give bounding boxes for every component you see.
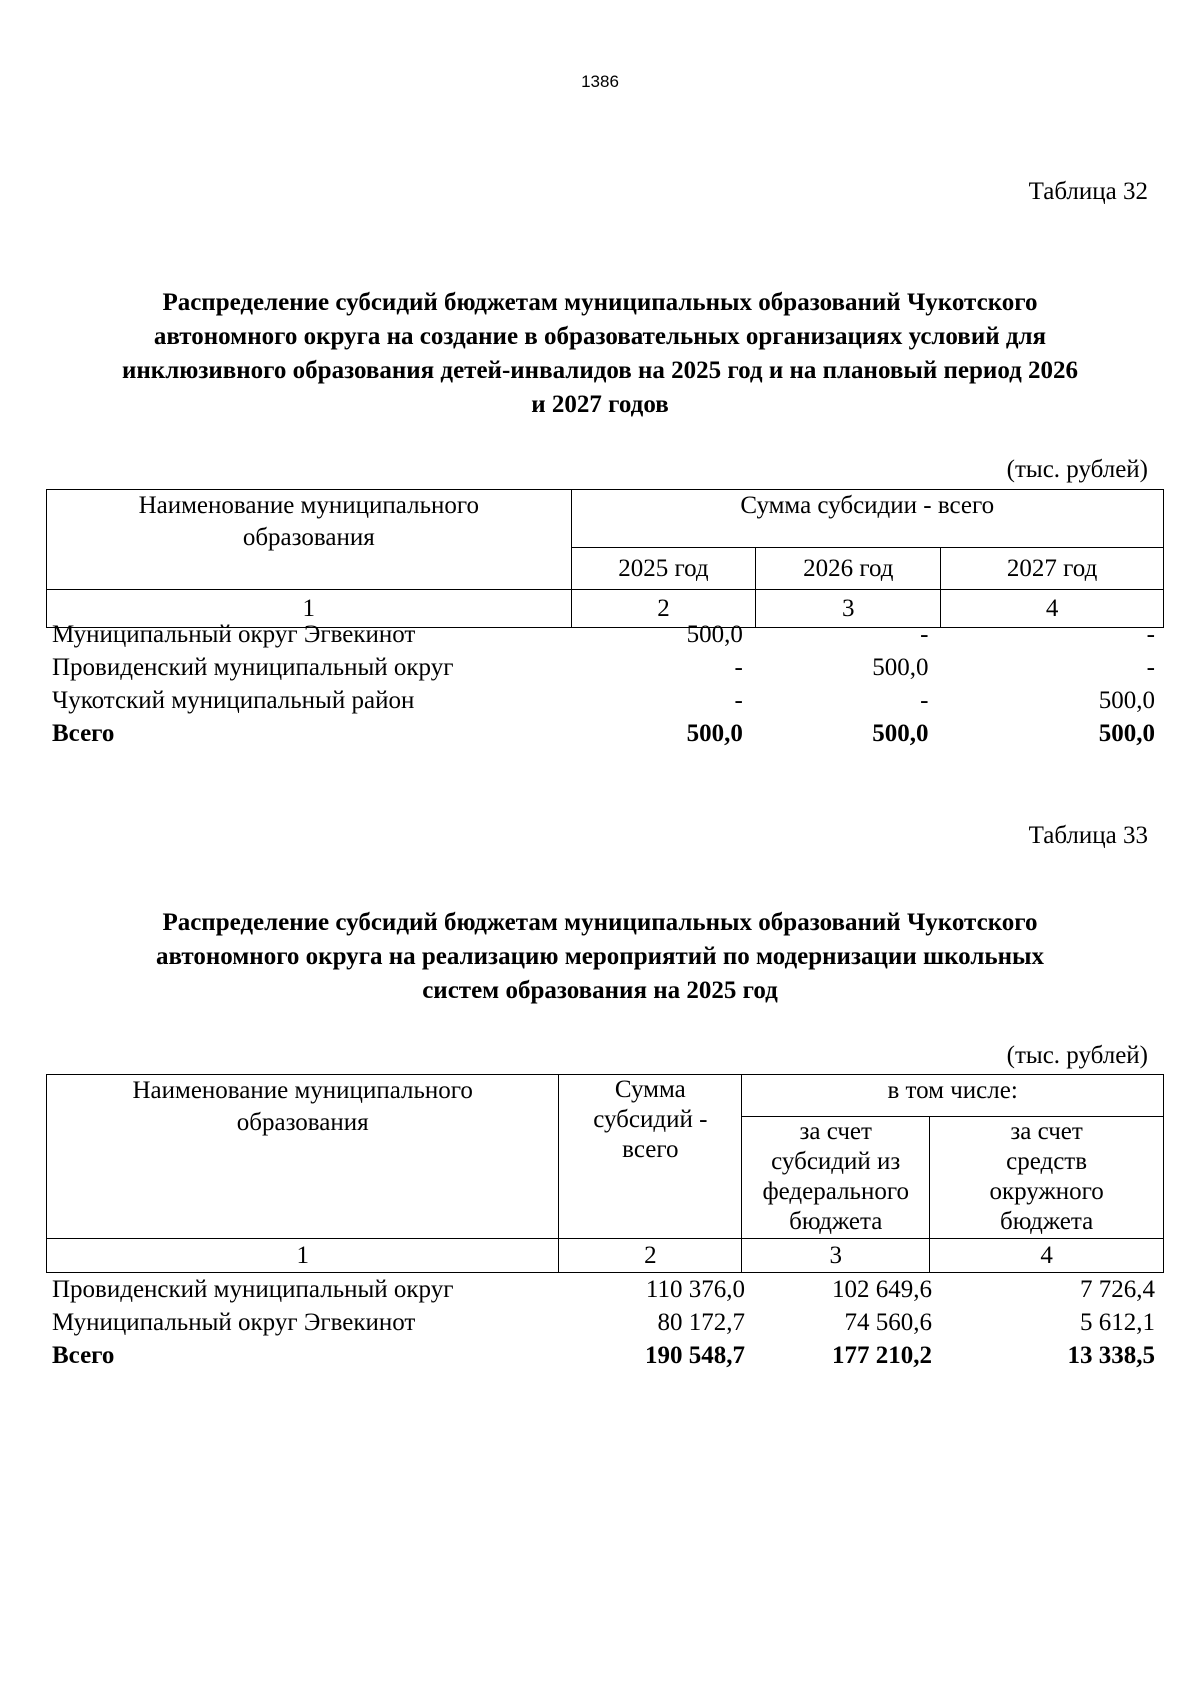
row-name: Муниципальный округ Эгвекинот: [52, 621, 416, 648]
header-regional-line: бюджета: [999, 1208, 1094, 1235]
table-row: [52, 684, 1155, 717]
total-value: 13 338,5: [1067, 1342, 1155, 1369]
column-number: 2: [571, 590, 756, 628]
title-line: и 2027 годов: [531, 391, 669, 418]
row-value: -: [734, 654, 743, 681]
header-year-2027: 2027 год: [941, 548, 1164, 590]
total-value: 500,0: [1098, 720, 1155, 747]
header-name-line: Наименование муниципального: [138, 492, 479, 519]
table-33-units: (тыс. рублей): [1006, 1042, 1148, 1069]
total-value: 500,0: [872, 720, 929, 747]
header-name-cell: [47, 490, 572, 590]
header-sum-line: всего: [622, 1136, 679, 1163]
row-name: Муниципальный округ Эгвекинот: [52, 1309, 416, 1336]
title-line: автономного округа на создание в образовательных организациях условий для: [153, 323, 1047, 350]
header-year-2025: 2025 год: [571, 548, 756, 590]
header-regional-line: средств: [1006, 1148, 1088, 1175]
header-federal-line: федерального: [762, 1178, 909, 1205]
table-row: [52, 1306, 1155, 1339]
header-name-line: Наименование муниципального: [132, 1077, 473, 1104]
total-row: [52, 717, 1155, 750]
header-regional-line: окружного: [989, 1178, 1104, 1205]
row-value: -: [734, 687, 743, 714]
column-number: 4: [930, 1239, 1164, 1273]
table-32-header: [46, 489, 1164, 628]
table-32-body: [52, 618, 1155, 750]
header-regional-cell: [930, 1117, 1164, 1239]
table-32-label: Таблица 32: [1028, 178, 1148, 205]
title-line: инклюзивного образования детей-инвалидов на 2025 год и на плановый период 2026: [121, 357, 1079, 384]
row-value: 102 649,6: [832, 1276, 932, 1303]
total-value: 177 210,2: [832, 1342, 932, 1369]
header-sum-line: Сумма: [614, 1076, 686, 1103]
header-federal-line: бюджета: [789, 1208, 883, 1235]
row-name: Провиденский муниципальный округ: [52, 1276, 454, 1303]
row-value: 500,0: [1098, 687, 1155, 714]
row-name: Чукотский муниципальный район: [52, 687, 415, 714]
row-value: -: [1146, 654, 1155, 681]
column-number: 1: [47, 1239, 559, 1273]
row-value: 5 612,1: [1080, 1309, 1155, 1336]
title-line: систем образования на 2025 год: [422, 977, 778, 1004]
header-federal-line: субсидий из: [771, 1148, 901, 1175]
total-value: 190 548,7: [645, 1342, 745, 1369]
total-value: 500,0: [686, 720, 743, 747]
table-33-header: [46, 1074, 1164, 1273]
title-line: Распределение субсидий бюджетам муниципальных образований Чукотского: [162, 289, 1038, 316]
table-row: [52, 651, 1155, 684]
header-name-line: образования: [242, 524, 375, 551]
table-row: [52, 1273, 1155, 1306]
table-33-label: Таблица 33: [1028, 822, 1148, 849]
row-value: -: [920, 621, 929, 648]
row-value: 110 376,0: [645, 1276, 745, 1303]
total-row: [52, 1339, 1155, 1372]
row-value: 500,0: [686, 621, 743, 648]
row-value: -: [920, 687, 929, 714]
column-number: 1: [47, 590, 572, 628]
row-value: 7 726,4: [1080, 1276, 1155, 1303]
column-number: 2: [559, 1239, 742, 1273]
header-regional-line: за счет: [1010, 1118, 1083, 1145]
row-name: Провиденский муниципальный округ: [52, 654, 454, 681]
header-federal-line: за счет: [799, 1118, 872, 1145]
header-sum-cell: [559, 1075, 742, 1239]
header-name-cell: [47, 1075, 559, 1239]
total-label: Всего: [52, 1342, 115, 1369]
column-number: 3: [742, 1239, 930, 1273]
header-federal-cell: [742, 1117, 930, 1239]
table-33-body: [52, 1273, 1155, 1372]
header-sum-line: субсидий -: [593, 1106, 708, 1133]
row-value: -: [1146, 621, 1155, 648]
header-name-line: образования: [236, 1109, 369, 1136]
table-33-title: [52, 906, 1148, 1008]
title-line: автономного округа на реализацию мероприятий по модернизации школьных: [156, 943, 1044, 970]
total-label: Всего: [52, 720, 115, 747]
row-value: 80 172,7: [657, 1309, 745, 1336]
title-line: Распределение субсидий бюджетам муниципальных образований Чукотского: [162, 909, 1038, 936]
row-value: 74 560,6: [844, 1309, 932, 1336]
table-32-units: (тыс. рублей): [1006, 456, 1148, 483]
row-value: 500,0: [872, 654, 929, 681]
header-including: в том числе:: [742, 1075, 1164, 1117]
page-number: 1386: [581, 72, 619, 91]
header-sum: Сумма субсидии - всего: [571, 490, 1163, 548]
column-number: 4: [941, 590, 1164, 628]
table-row: [52, 618, 1155, 651]
header-year-2026: 2026 год: [756, 548, 941, 590]
column-number: 3: [756, 590, 941, 628]
table-32-title: [52, 286, 1148, 422]
